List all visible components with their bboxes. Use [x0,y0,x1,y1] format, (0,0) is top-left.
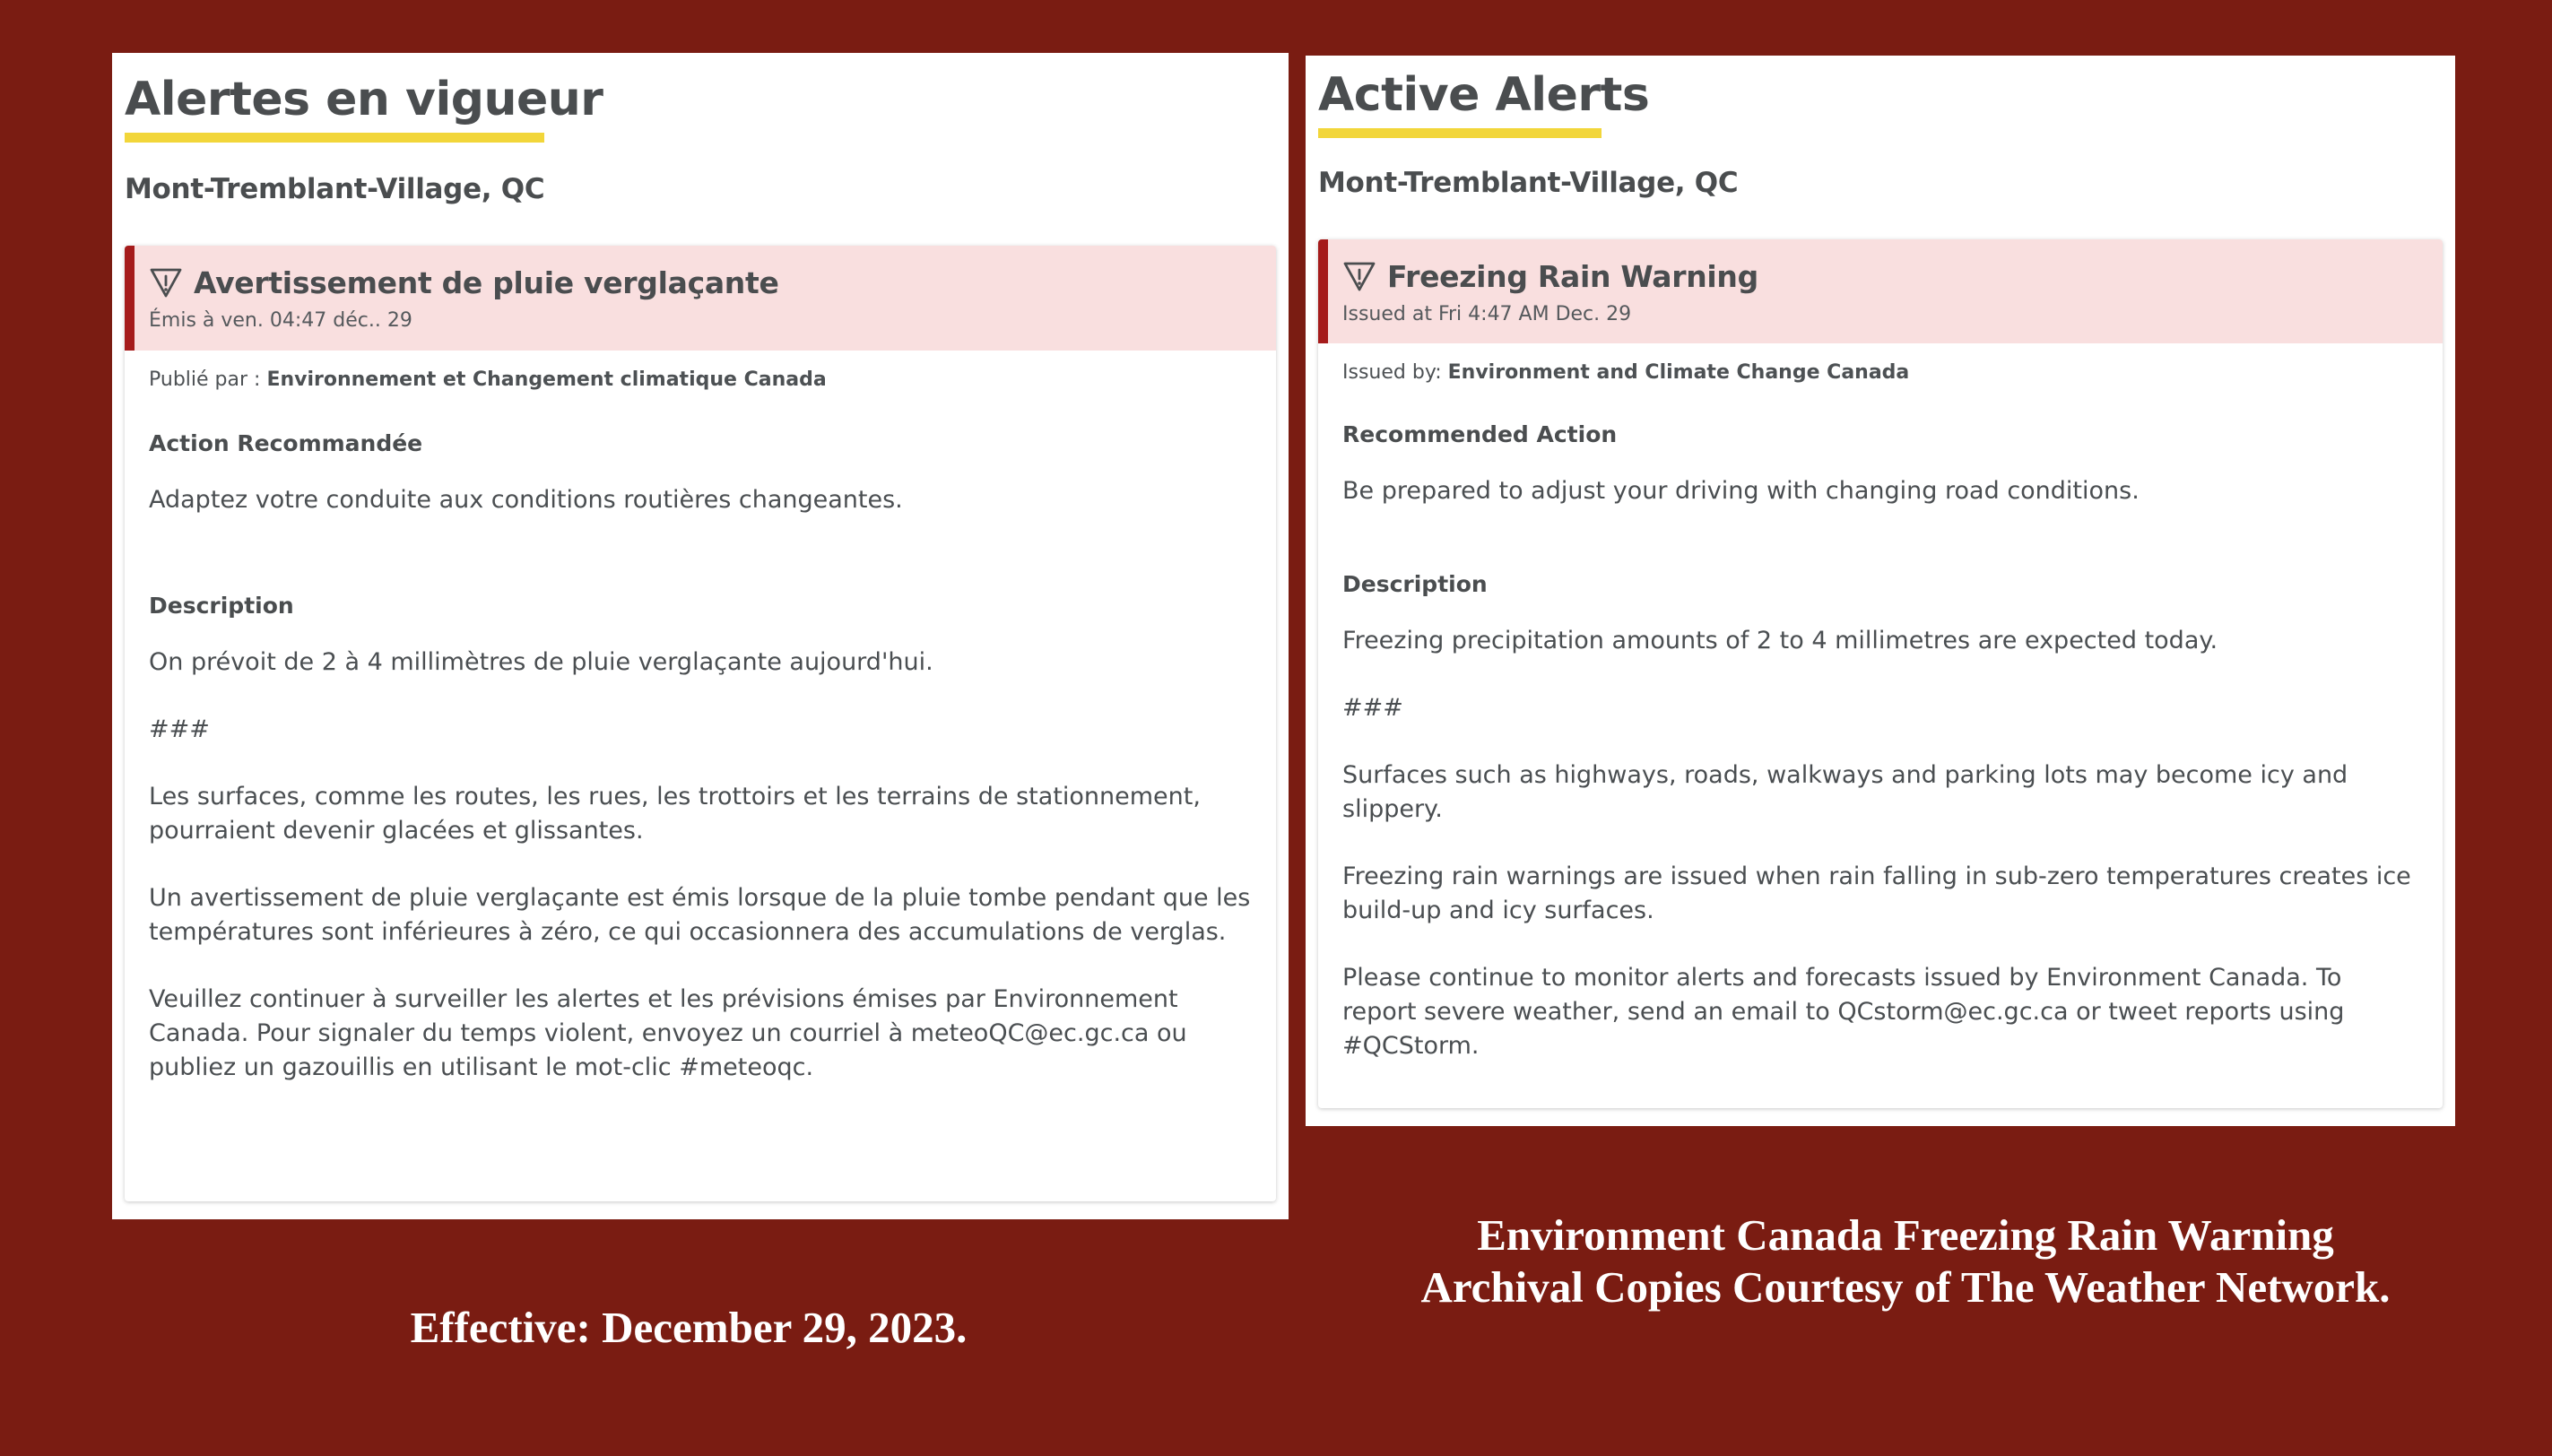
alert-card [125,246,1276,1201]
caption-line: Environment Canada Freezing Rain Warning [1477,1210,2334,1260]
alert-card-body [1318,343,2443,1063]
recommended-action-text: Be prepared to adjust your driving with changing road conditions. [1342,477,2140,505]
alert-card [1318,239,2443,1108]
alert-card-header[interactable] [125,246,1276,351]
title-underline [125,133,544,143]
alert-issued-time: Issued at Fri 4:47 AM Dec. 29 [1342,303,1632,325]
alert-title: Avertissement de pluie verglaçante [194,264,779,300]
archival-credit-caption [1327,1209,2484,1313]
recommended-action-heading: Recommended Action [1342,421,1618,447]
description-paragraph: Surfaces such as highways, roads, walkways and parking lots may become icy and slippery. [1342,761,2348,823]
issuer-name: Environment and Climate Change Canada [1447,361,1910,384]
page-title: Alertes en vigueur [125,73,603,126]
recommended-action-text: Adaptez votre conduite aux conditions routières changeantes. [149,486,903,514]
description-paragraph: Freezing precipitation amounts of 2 to 4 millimetres are expected today. [1342,627,2218,654]
issuer-line [149,368,1251,391]
caption-line: Archival Copies Courtesy of The Weather Network. [1420,1262,2391,1312]
description-heading: Description [1342,571,1488,597]
recommended-action-heading: Action Recommandée [149,430,423,456]
issuer-label: Publié par : [149,368,267,391]
description-paragraph: Un avertissement de pluie verglaçante est émis lorsque de la pluie tombe pendant que les températures sont inférieures à zéro, ce qui occasionnera des accumulations de verglas. [149,884,1251,946]
page-title: Active Alerts [1318,68,1650,122]
description-paragraph: ### [149,715,210,743]
alert-issued-time: Émis à ven. 04:47 déc.. 29 [149,309,412,332]
description-paragraph: Veuillez continuer à surveiller les alertes et les prévisions émises par Environnement Canada. Pour signaler du temps violent, envoyez un courriel à meteoQC@ec.gc.ca ou publiez un gazouillis en utilisant le mot-clic #meteoqc. [149,985,1187,1081]
warning-triangle-icon [149,266,183,299]
issuer-name: Environnement et Changement climatique Canada [266,368,827,391]
title-underline [1318,128,1602,138]
location-label: Mont-Tremblant-Village, QC [125,173,545,205]
alert-title: Freezing Rain Warning [1387,258,1758,294]
description-heading: Description [149,593,294,619]
description-paragraph: On prévoit de 2 à 4 millimètres de pluie verglaçante aujourd'hui. [149,648,933,676]
issuer-line [1342,361,2417,384]
alert-card-body [125,351,1276,1085]
description-paragraph: Please continue to monitor alerts and forecasts issued by Environment Canada. To report severe weather, send an email to QCstorm@ec.gc.ca or tweet reports using #QCStorm. [1342,964,2345,1060]
alerts-panel-english [1306,56,2455,1126]
effective-date-caption: Effective: December 29, 2023. [410,1303,968,1352]
description-paragraph: ### [1342,694,1403,722]
warning-triangle-icon [1342,260,1376,292]
issuer-label: Issued by: [1342,361,1448,384]
alert-card-header[interactable] [1318,239,2443,343]
alerts-panel-french [112,53,1289,1219]
description-paragraph: Les surfaces, comme les routes, les rues, les trottoirs et les terrains de stationnement, pourraient devenir glacées et glissantes. [149,783,1201,845]
description-paragraph: Freezing rain warnings are issued when rain falling in sub-zero temperatures creates ice build-up and icy surfaces. [1342,862,2411,924]
location-label: Mont-Tremblant-Village, QC [1318,167,1739,199]
